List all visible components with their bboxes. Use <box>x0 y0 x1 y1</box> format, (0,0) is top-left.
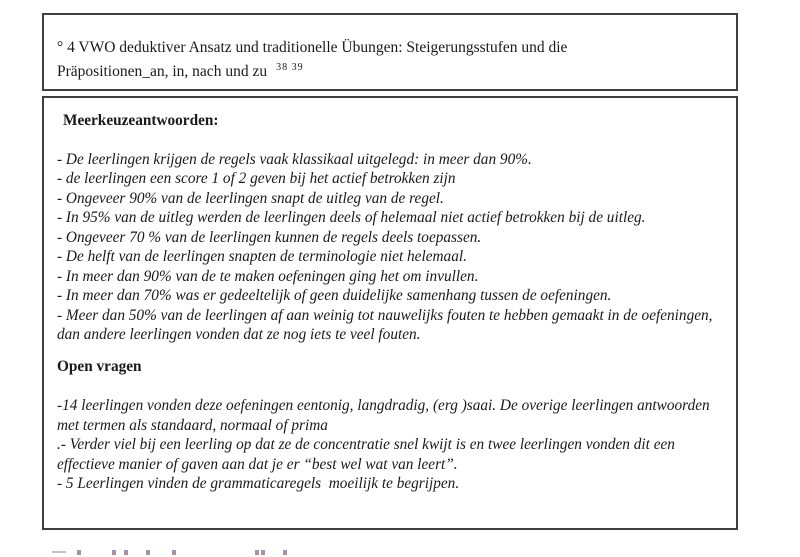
clipped-footer-text-fragments <box>0 548 800 557</box>
footnote-reference: 38 39 <box>276 62 304 73</box>
text-fragment <box>261 550 265 555</box>
open-item: -14 leerlingen vonden deze oefeningen eentonig, langdradig, (erg )saai. De overige leerlingen antwoorden met termen als standaard, normaal of prima <box>57 397 714 434</box>
mc-item: - Meer dan 50% van de leerlingen af aan weinig tot nauwelijks fouten te hebben gemaakt in de oefeningen, dan andere leerlingen vonden dat ze nog iets te veel fouten. <box>57 306 717 343</box>
mc-item: - Ongeveer 70 % van de leerlingen kunnen de regels deels toepassen. <box>57 228 482 246</box>
answers-box <box>42 96 738 530</box>
text-fragment <box>146 550 150 555</box>
text-fragment <box>124 550 128 555</box>
text-fragment <box>77 550 81 555</box>
mc-item: - In 95% van de uitleg werden de leerlingen deels of helemaal niet actief betrokken bij de uitleg. <box>57 209 646 226</box>
mc-item: - de leerlingen een score 1 of 2 geven bij het actief betrokken zijn <box>57 170 456 187</box>
text-fragment <box>283 550 287 555</box>
text-fragment <box>52 551 66 553</box>
open-item: .- Verder viel bij een leerling op dat ze de concentratie snel kwijt is en twee leerlingen vonden dit een effectieve manier of gaven aan dat je er “best wel wat van leert”. <box>57 436 679 473</box>
mc-item: - De helft van de leerlingen snapten de terminologie niet helemaal. <box>57 248 467 265</box>
text-fragment <box>255 550 259 555</box>
text-fragment <box>172 550 176 555</box>
title-box <box>42 13 738 91</box>
mc-item: - In meer dan 90% van de te maken oefeningen ging het om invullen. <box>57 267 479 285</box>
mc-item: - Ongeveer 90% van de leerlingen snapt de uitleg van de regel. <box>57 189 444 207</box>
text-fragment <box>112 550 116 555</box>
title-line-1: ° 4 VWO deduktiver Ansatz und traditionelle Übungen: Steigerungsstufen und die <box>57 39 568 56</box>
open-questions-heading: Open vragen <box>57 357 142 375</box>
mc-item: - De leerlingen krijgen de regels vaak klassikaal uitgelegd: in meer dan 90%. <box>57 150 532 168</box>
mc-item: - In meer dan 70% was er gedeeltelijk of geen duidelijke samenhang tussen de oefeningen. <box>57 287 612 304</box>
open-item: - 5 Leerlingen vinden de grammaticaregels moeilijk te begrijpen. <box>57 475 460 492</box>
multiple-choice-heading: Meerkeuzeantwoorden: <box>63 112 219 129</box>
title-line-2-text: Präpositionen_an, in, nach und zu <box>57 63 268 81</box>
title-line-2 <box>57 58 726 82</box>
